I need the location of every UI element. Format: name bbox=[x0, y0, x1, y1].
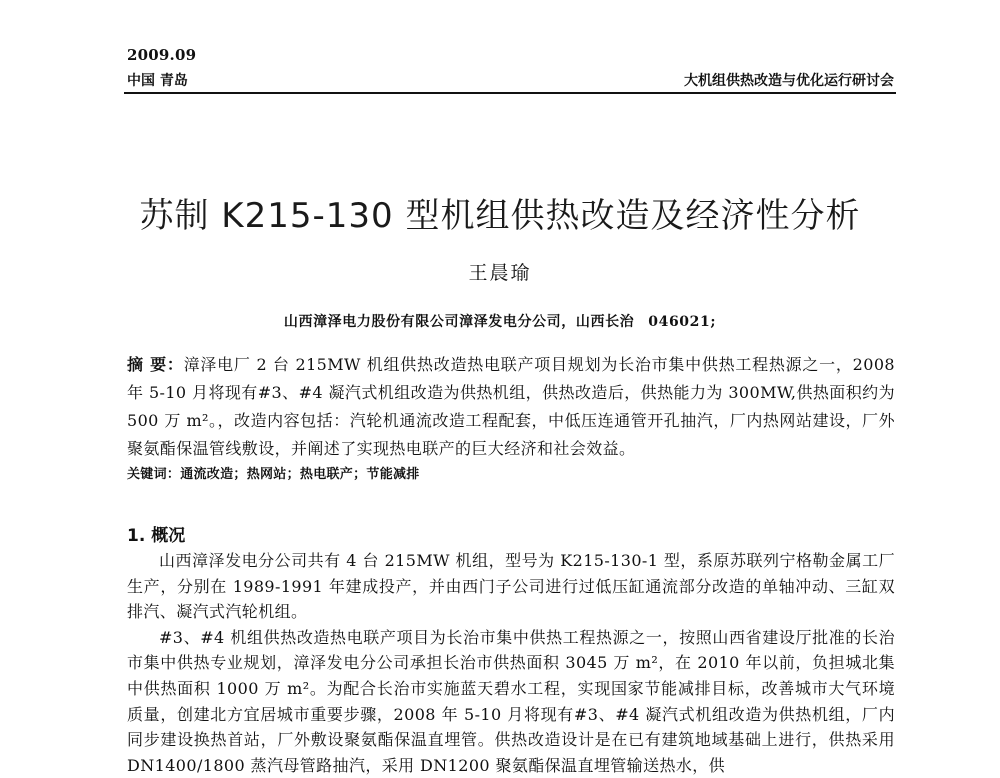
paper-author: 王晨瑜 bbox=[468, 262, 532, 284]
header-location: 中国 青岛 bbox=[127, 73, 188, 89]
header-conference-name: 大机组供热改造与优化运行研讨会 bbox=[684, 73, 894, 89]
abstract bbox=[127, 351, 895, 463]
affiliation-postcode: 046021; bbox=[648, 314, 717, 330]
section-body bbox=[127, 548, 895, 778]
section-heading: 1. 概况 bbox=[127, 526, 186, 546]
abstract-text: 漳泽电厂 2 台 215MW 机组供热改造热电联产项目规划为长治市集中供热工程热源之一，2008 年 5-10 月将现有#3、#4 凝汽式机组改造为供热机组，供热改造后，供热能力为 300MW,供热面积约为 500 万 m²。，改造内容包括：汽轮机通流改造工程配套，中低压连通管开孔抽汽，厂内热网站建设，厂外聚氨酯保温管线敷设，并阐述了实现热电联产的巨大经济和社会效益。 bbox=[127, 355, 896, 458]
body-paragraph: 山西漳泽发电分公司共有 4 台 215MW 机组，型号为 K215-130-1 型，系原苏联列宁格勒金属工厂生产，分别在 1989-1991 年建成投产，并由西门子公司进行过低压缸通流部分改造的单轴冲动、三缸双排汽、凝汽式汽轮机组。 bbox=[127, 551, 895, 622]
author-affiliation bbox=[0, 311, 1000, 331]
body-paragraph: #3、#4 机组供热改造热电联产项目为长治市集中供热工程热源之一，按照山西省建设厅批准的长治市集中供热专业规划，漳泽发电分公司承担长治市供热面积 3045 万 m²，在 2010 年以前，负担城北集中供热面积 1000 万 m²。为配合长治市实施蓝天碧水工程，实现国家节能减排目标，改善城市大气环境质量，创建北方宜居城市重要步骤，2008 年 5-10 月将现有#3、#4 凝汽式机组改造为供热机组，厂内同步建设换热首站，厂外敷设聚氨酯保温直埋管。供热改造设计是在已有建筑地域基础上进行，供热采用 DN1400/1800 蒸汽母管路抽汽，采用 DN1200 聚氨酯保温直埋管输送热水，供 bbox=[127, 627, 895, 775]
paper-title: 苏制 K215-130 型机组供热改造及经济性分析 bbox=[139, 196, 861, 236]
header-divider bbox=[124, 92, 896, 94]
header-date: 2009.09 bbox=[127, 46, 197, 64]
keywords: 关键词：通流改造；热网站；热电联产；节能减排 bbox=[127, 467, 420, 482]
abstract-label: 摘 要： bbox=[127, 355, 184, 374]
affiliation-name: 山西漳泽电力股份有限公司漳泽发电分公司，山西长治 bbox=[283, 314, 635, 330]
